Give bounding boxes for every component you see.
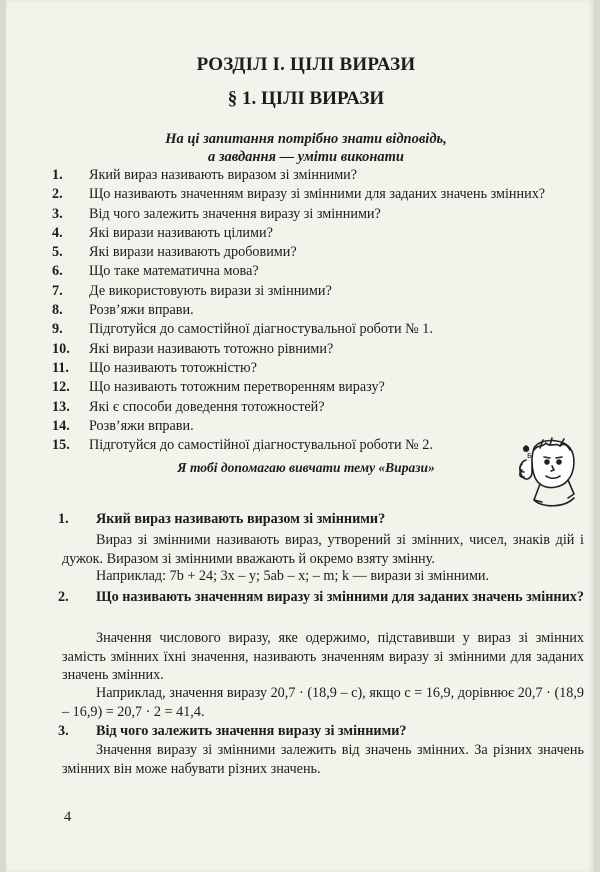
question-item: 2. Що називають значенням виразу зі змінними для заданих значень змінних? [52, 186, 546, 203]
intro-note [6, 130, 600, 166]
question-item: 8. Розв’яжи вправи. [52, 302, 194, 319]
section-title: § 1. ЦІЛІ ВИРАЗИ [227, 88, 385, 109]
answer-1-paragraph: Вираз зі змінними називають вираз, утворений зі змінних, чисел, знаків дій і дужок. Виразом зі змінними вважають й окремо взяту змінну. [62, 532, 584, 567]
intro-line-1: На ці запитання потрібно знати відповідь, [165, 131, 447, 147]
answer-3-title: 3. Від чого залежить значення виразу зі змінними? [58, 723, 407, 739]
question-item: 14. Розв’яжи вправи. [52, 417, 194, 434]
question-item: 4. Які вирази називають цілими? [52, 224, 273, 241]
question-item: 13. Які є способи доведення тотожностей? [52, 398, 325, 415]
answer-3-paragraph: Значення виразу зі змінними залежить від значень змінних. За різних значень змінних він може набувати різних значень. [62, 742, 584, 777]
question-item: 10. Які вирази називають тотожно рівними? [52, 340, 334, 357]
question-item: 11. Що називають тотожністю? [52, 359, 257, 376]
question-item: 9. Підготуйся до самостійної діагностувальної роботи № 1. [52, 321, 433, 338]
svg-text:Б: Б [527, 452, 532, 460]
answer-2-paragraph: Значення числового виразу, яке одержимо, підставивши у вираз зі змінних замість змінних їхні значення, називають значенням виразу зі змінними для заданих значень змінних. [62, 630, 584, 683]
answer-1-example: Наприклад: 7b + 24; 3x – y; 5ab – x; – m; k — вирази зі змінними. [96, 568, 490, 584]
textbook-page [6, 0, 594, 872]
page-number: 4 [64, 809, 72, 825]
question-item: 5. Які вирази називають дробовими? [52, 244, 297, 261]
help-heading: Я тобі допомагаю вивчати тему «Вирази» [177, 460, 435, 475]
boy-whispering-icon [512, 436, 582, 510]
question-list [52, 166, 592, 455]
question-item: 15. Підготуйся до самостійної діагностувальної роботи № 2. [52, 437, 433, 454]
answer-1-title: 1. Який вираз називають виразом зі змінними? [58, 511, 386, 527]
intro-line-2: а завдання — уміти виконати [208, 149, 404, 165]
answer-2-title: 2. Що називають значенням виразу зі змінними для заданих значень змінних? [58, 589, 584, 605]
question-item: 3. Від чого залежить значення виразу зі змінними? [52, 205, 381, 222]
chapter-title: РОЗДІЛ І. ЦІЛІ ВИРАЗИ [196, 54, 416, 75]
question-item: 1. Який вираз називають виразом зі змінними? [52, 167, 358, 183]
question-item: 6. Що таке математична мова? [52, 263, 259, 280]
answer-2-example: Наприклад, значення виразу 20,7 · (18,9 – c), якщо c = 16,9, дорівнює 20,7 · (18,9 – 16,9) = 20,7 · 2 = 41,4. [62, 685, 584, 720]
question-item: 7. Де використовують вирази зі змінними? [52, 282, 332, 299]
question-item: 12. Що називають тотожним перетворенням виразу? [52, 379, 385, 396]
